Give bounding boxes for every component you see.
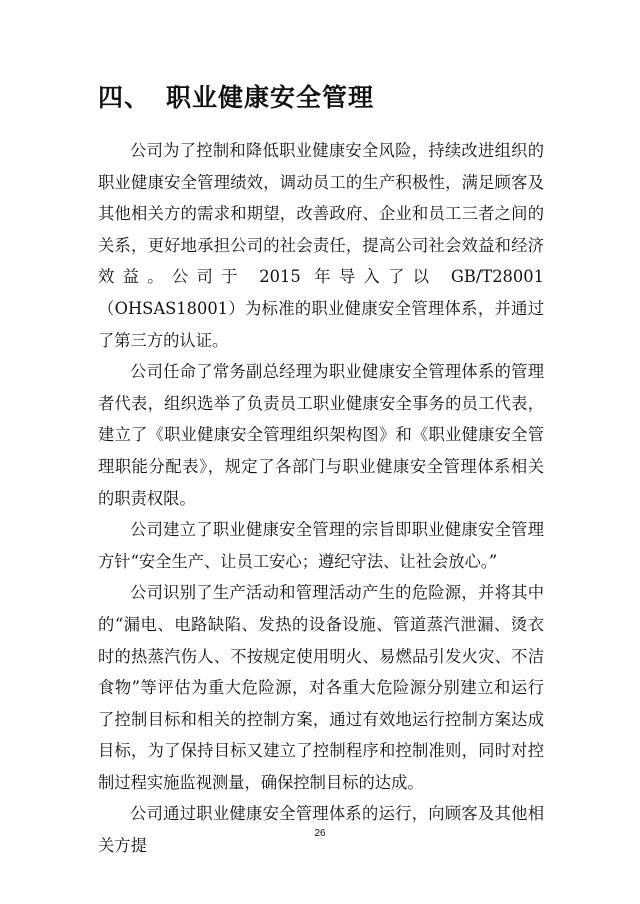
page-number: 26 xyxy=(314,828,326,839)
section-title: 职业健康安全管理 xyxy=(166,83,375,112)
paragraph: 公司通过职业健康安全管理体系的运行，向顾客及其他相关方提 xyxy=(98,804,544,856)
section-number: 四、 xyxy=(98,83,151,112)
paragraph: 公司为了控制和降低职业健康安全风险，持续改进组织的职业健康安全管理绩效，调动员工的生产积极性，满足顾客及其他相关方的需求和期望，改善政府、企业和员工三者之间的关系，更好地承担公司的社会责任，提高公司社会效益和经济效益。公司于 2015 年导入了以 GB/T28001（OHSAS18001）为标准的职业健康安全管理体系，并通过了第三方的认证。 xyxy=(98,141,544,350)
paragraph: 公司识别了生产活动和管理活动产生的危险源，并将其中的“漏电、电路缺陷、发热的设备设施、管道蒸汽泄漏、烫衣时的热蒸汽伤人、不按规定使用明火、易燃品引发火灾、不洁食物”等评估为重大危险源，对各重大危险源分别建立和运行了控制目标和相关的控制方案，通过有效地运行控制方案达成目标，为了保持目标又建立了控制程序和控制准则，同时对控制过程实施监视测量，确保控制目标的达成。 xyxy=(98,583,544,792)
section-heading xyxy=(98,80,374,116)
body-text xyxy=(98,135,544,862)
paragraph: 公司任命了常务副总经理为职业健康安全管理体系的管理者代表，组织选举了负责员工职业健康安全事务的员工代表，建立了《职业健康安全管理组织架构图》和《职业健康安全管理职能分配表》，规定了各部门与职业健康安全管理体系相关的职责权限。 xyxy=(98,362,544,508)
paragraph: 公司建立了职业健康安全管理的宗旨即职业健康安全管理方针“安全生产、让员工安心；遵纪守法、让社会放心。” xyxy=(98,520,544,571)
